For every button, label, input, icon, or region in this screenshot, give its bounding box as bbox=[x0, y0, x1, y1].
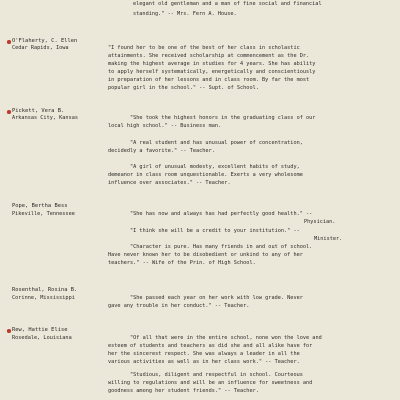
quote-signature: Minister. bbox=[314, 236, 343, 242]
quote-line: to apply herself systematically, energetically and conscientiously bbox=[108, 69, 316, 75]
red-star-marker bbox=[7, 110, 11, 114]
entry-name: Rew, Hattie Elise bbox=[12, 327, 68, 333]
entry-location: Pikeville, Tennessee bbox=[12, 211, 75, 217]
quote-line: "A girl of unusual modesty, excellent habits of study, bbox=[130, 164, 300, 170]
quote-line: "Character is pure. Has many friends in and out of school. bbox=[130, 244, 313, 250]
top-line-1: elegant old gentleman and a man of fine social and financial bbox=[133, 1, 322, 7]
quote-line: popular girl in the school." -- Supt. of School. bbox=[108, 85, 259, 91]
quote-line: "I found her to be one of the best of her class in scholastic bbox=[108, 45, 300, 51]
quote-line: demeanor in class room unquestionable. Exerts a very wholesome bbox=[108, 172, 303, 178]
entry-name: Pickett, Vera B. bbox=[12, 108, 65, 114]
quote-line: teachers." -- Wife of the Prin. of High School. bbox=[108, 260, 256, 266]
red-star-marker bbox=[7, 329, 11, 333]
entry-name: Pope, Bertha Bess bbox=[12, 203, 68, 209]
quote-signature: Physician. bbox=[304, 219, 336, 225]
entry-location: Corinne, Mississippi bbox=[12, 295, 75, 301]
quote-line: making the highest average in studies for 4 years. She has ability bbox=[108, 61, 316, 67]
entry-name: O'Flaherty, C. Ellen bbox=[12, 38, 78, 44]
quote-line: "A real student and has unusual power of concentration, bbox=[130, 140, 303, 146]
quote-line: "She took the highest honors in the graduating class of our bbox=[130, 115, 316, 121]
quote-line: influence over associates." -- Teacher. bbox=[108, 180, 231, 186]
entry-location: Arkansas City, Kansas bbox=[12, 115, 79, 121]
red-star-marker bbox=[7, 40, 11, 44]
quote-line: willing to regulations and will be an influence for sweetness and bbox=[108, 380, 313, 386]
quote-line: "Studious, diligent and respectful in school. Courteous bbox=[130, 372, 303, 378]
entry-name: Rosenthal, Rosina B. bbox=[12, 287, 78, 293]
quote-line: esteem of students and teachers as did she and all alike have for bbox=[108, 343, 313, 349]
quote-line: decidedly a favorite." -- Teacher. bbox=[108, 148, 215, 154]
quote-line: attainments. She received scholarship at commencement as the Dr. bbox=[108, 53, 310, 59]
top-line-2: standing." -- Mrs. Fern A. House. bbox=[133, 11, 237, 17]
entry-location: Cedar Rapids, Iowa bbox=[12, 45, 69, 51]
entry-location: Rosedale, Louisiana bbox=[12, 335, 72, 341]
quote-line: "She passed each year on her work with low grade. Never bbox=[130, 295, 303, 301]
quote-line: "I think she will be a credit to your institution." -- bbox=[130, 228, 300, 234]
quote-line: goodness among her student friends." -- Teacher. bbox=[108, 388, 259, 394]
quote-line: her the sincerest respect. She was always a leader in all the bbox=[108, 351, 300, 357]
quote-line: "She has now and always has had perfectly good health." -- bbox=[130, 211, 313, 217]
quote-line: in preparation of her lessons and in class room. By far the most bbox=[108, 77, 310, 83]
quote-line: "Of all that were in the entire school, none won the love and bbox=[130, 335, 322, 341]
quote-line: local high school." -- Business man. bbox=[108, 123, 222, 129]
quote-line: Have never known her to be disobedient or unkind to any of her bbox=[108, 252, 303, 258]
quote-line: various activities as well as in her class work." -- Teacher. bbox=[108, 359, 300, 365]
quote-line: gave any trouble in her conduct." -- Teacher. bbox=[108, 303, 250, 309]
